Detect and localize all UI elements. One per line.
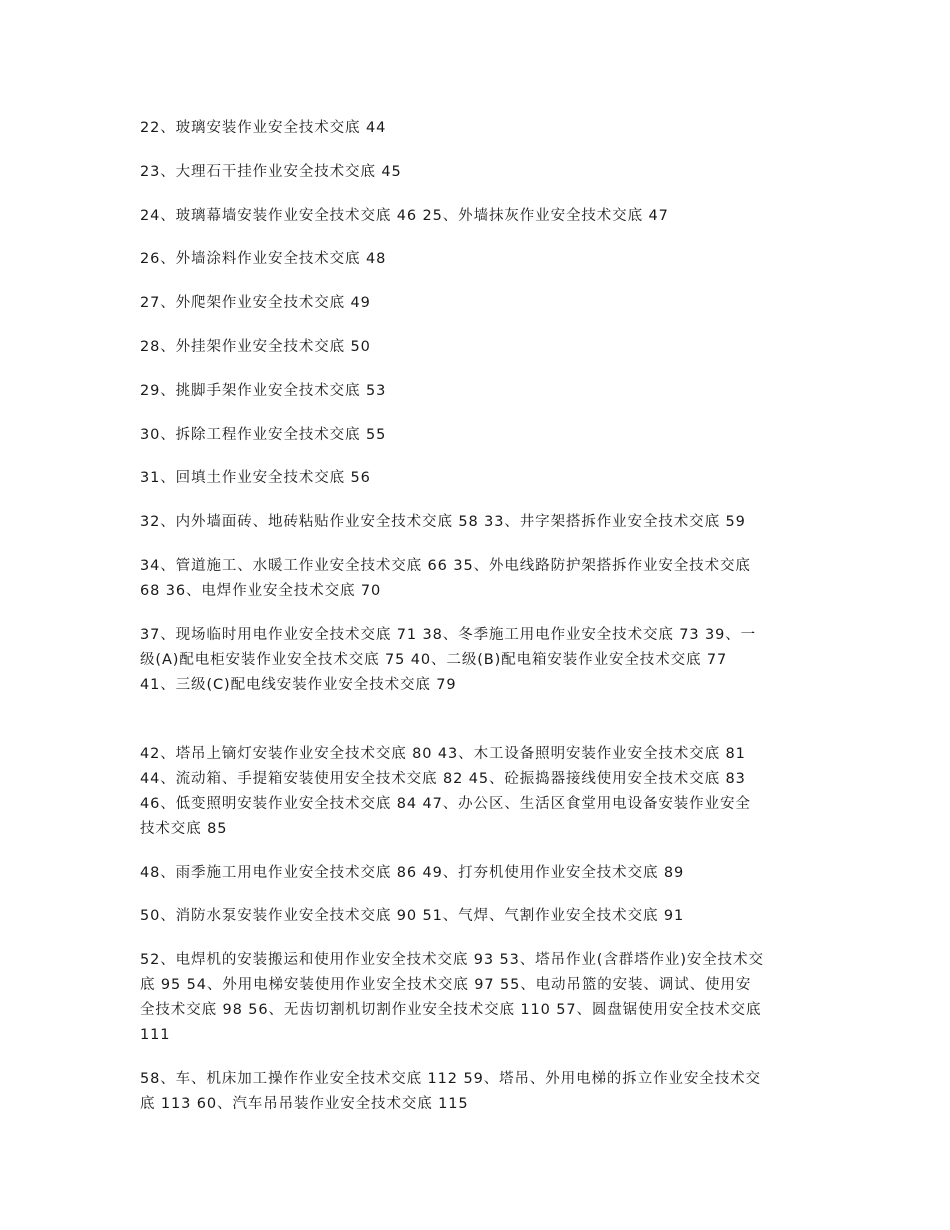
toc-line: 底 95 54、外用电梯安装使用作业安全技术交底 97 55、电动吊篮的安装、调试、使用安 [140,977,752,994]
toc-line: 42、塔吊上镝灯安装作业安全技术交底 80 43、木工设备照明安装作业安全技术交底 81 [140,745,746,762]
toc-line: 技术交底 85 [140,820,228,837]
toc-entry-42-47 [140,742,812,842]
toc-line: 32、内外墙面砖、地砖粘贴作业安全技术交底 58 33、井字架搭拆作业安全技术交底 59 [140,514,746,531]
toc-entry-34-36 [140,554,812,604]
toc-entry-27 [140,291,812,316]
toc-entry-26 [140,247,812,272]
toc-line: 50、消防水泵安装作业安全技术交底 90 51、气焊、气割作业安全技术交底 91 [140,908,685,925]
toc-entry-29 [140,379,812,404]
toc-line: 28、外挂架作业安全技术交底 50 [140,338,371,355]
toc-line: 底 113 60、汽车吊吊装作业安全技术交底 115 [140,1095,469,1112]
toc-line: 29、挑脚手架作业安全技术交底 53 [140,382,387,399]
toc-page [140,116,812,1136]
toc-line: 31、回填土作业安全技术交底 56 [140,470,371,487]
toc-line: 111 [140,1027,171,1044]
toc-entry-23 [140,160,812,185]
toc-line: 24、玻璃幕墙安装作业安全技术交底 46 25、外墙抹灰作业安全技术交底 47 [140,207,669,224]
toc-line: 52、电焊机的安装搬运和使用作业安全技术交底 93 53、塔吊作业(含群塔作业)安全技术交 [140,952,764,969]
toc-entry-28 [140,335,812,360]
toc-line: 41、三级(C)配电线安装作业安全技术交底 79 [140,676,457,693]
toc-entry-30 [140,423,812,448]
toc-line: 68 36、电焊作业安全技术交底 70 [140,582,382,599]
toc-entry-37-41 [140,623,812,698]
toc-line: 级(A)配电柜安装作业安全技术交底 75 40、二级(B)配电箱安装作业安全技术交底 77 [140,651,728,668]
toc-line: 58、车、机床加工操作作业安全技术交底 112 59、塔吊、外用电梯的拆立作业安全技术交 [140,1070,761,1087]
toc-line: 22、玻璃安装作业安全技术交底 44 [140,120,387,136]
toc-line: 23、大理石干挂作业安全技术交底 45 [140,163,402,180]
toc-line: 27、外爬架作业安全技术交底 49 [140,295,371,312]
toc-line: 48、雨季施工用电作业安全技术交底 86 49、打夯机使用作业安全技术交底 89 [140,864,685,881]
toc-line: 30、拆除工程作业安全技术交底 55 [140,426,387,443]
toc-entry-52-57 [140,948,812,1048]
toc-entry-31 [140,466,812,491]
toc-line: 34、管道施工、水暖工作业安全技术交底 66 35、外电线路防护架搭拆作业安全技术交底 [140,557,751,574]
toc-line: 全技术交底 98 56、无齿切割机切割作业安全技术交底 110 57、圆盘锯使用安全技术交底 [140,1002,762,1019]
toc-line: 26、外墙涂料作业安全技术交底 48 [140,251,387,268]
toc-entry-22 [140,116,812,141]
toc-line: 44、流动箱、手提箱安装使用安全技术交底 82 45、砼振捣器接线使用安全技术交底 83 [140,770,746,787]
toc-entry-58-60 [140,1067,812,1117]
toc-entry-50-51 [140,904,812,929]
toc-entry-48-49 [140,861,812,886]
toc-line: 46、低变照明安装作业安全技术交底 84 47、办公区、生活区食堂用电设备安装作业安全 [140,795,751,812]
toc-entry-32-33 [140,510,812,535]
toc-line: 37、现场临时用电作业安全技术交底 71 38、冬季施工用电作业安全技术交底 73 39、一 [140,626,757,643]
toc-entry-24-25 [140,204,812,229]
